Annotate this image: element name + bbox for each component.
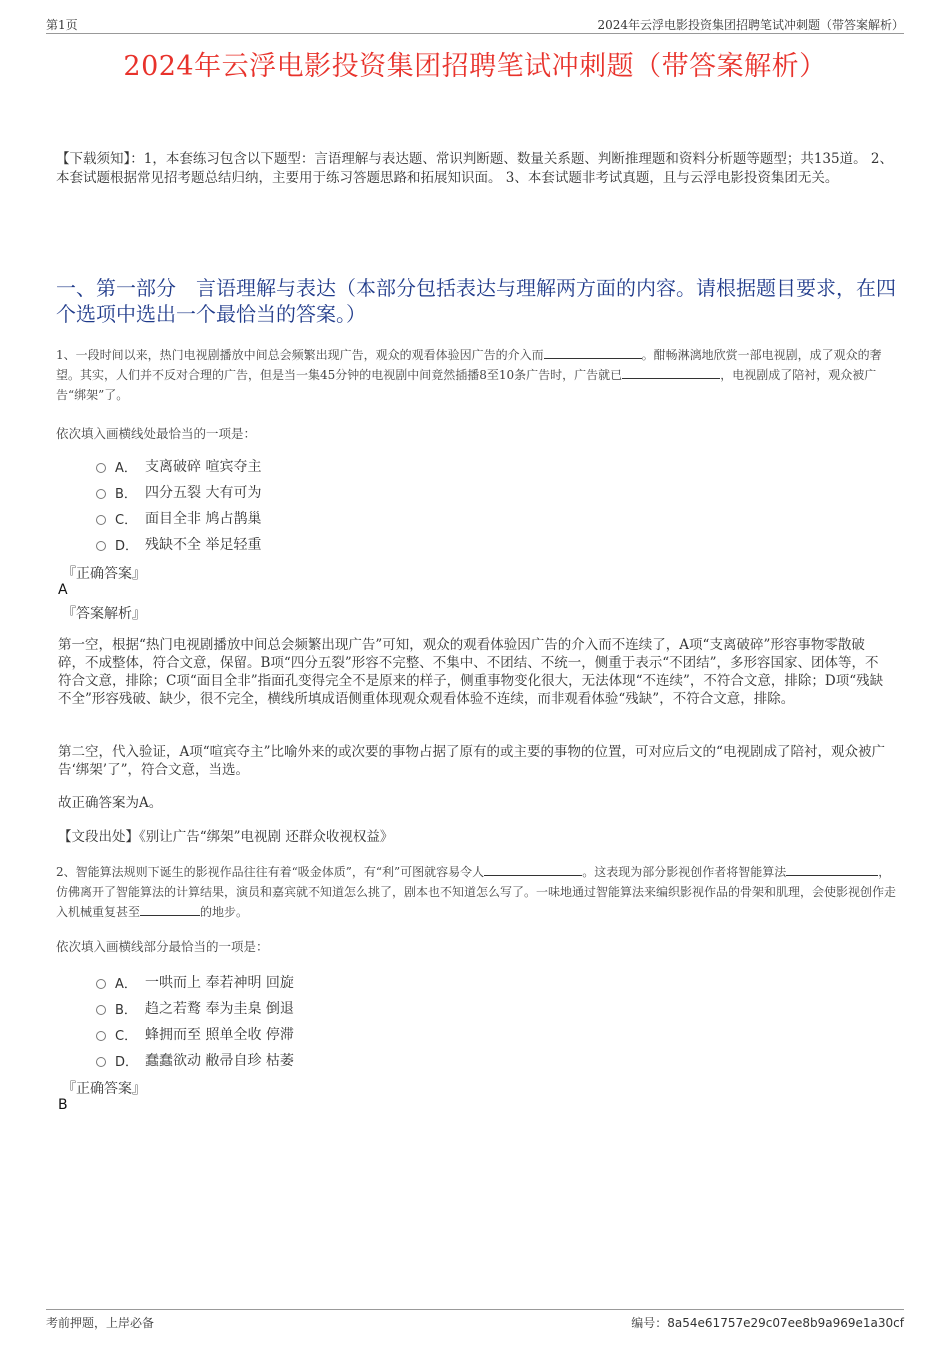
q1-option-a[interactable]: A． 支离破碎 喧宾夺主 <box>96 453 261 479</box>
footer-divider <box>46 1309 904 1310</box>
header-divider <box>46 33 904 34</box>
q1-option-d[interactable]: D． 残缺不全 举足轻重 <box>96 531 261 557</box>
q1-conclusion: 故正确答案为A。 <box>58 795 163 811</box>
q1-answer-label: 『正确答案』 <box>62 566 146 582</box>
page-number: 第1页 <box>46 18 78 32</box>
q2-option-a[interactable]: A． 一哄而上 奉若神明 回旋 <box>96 969 294 995</box>
q2-text-part4: 的地步。 <box>200 905 249 919</box>
footer-slogan: 考前押题，上岸必备 <box>46 1316 155 1330</box>
radio-button[interactable] <box>96 489 106 499</box>
q2-blank-1 <box>484 863 582 876</box>
page-title: 2024年云浮电影投资集团招聘笔试冲刺题（带答案解析） <box>123 51 827 82</box>
q1-text-part3: ，电视剧成了陪衬，观众被广告“绑架”了。 <box>56 368 877 402</box>
radio-button[interactable] <box>96 979 106 989</box>
q1-blank-1 <box>544 346 642 359</box>
q1-text-part2: 。酣畅淋漓地欣赏一部电视剧，成了观众的奢望。其实，人们并不反对合理的广告，但是当一集45分钟的电视剧中间竟然插播8至10条广告时，广告就已 <box>56 348 882 382</box>
q1-answer: A <box>58 582 68 598</box>
radio-button[interactable] <box>96 515 106 525</box>
radio-button[interactable] <box>96 1057 106 1067</box>
question-2-text <box>56 862 896 922</box>
radio-button[interactable] <box>96 1005 106 1015</box>
q2-option-d[interactable]: D． 蠢蠢欲动 敝帚自珍 枯萎 <box>96 1047 294 1073</box>
q1-blank-2 <box>622 366 720 379</box>
q1-analysis-label: 『答案解析』 <box>62 606 146 622</box>
section-title: 一、第一部分 言语理解与表达（本部分包括表达与理解两方面的内容。请根据题目要求，在四个选项中选出一个最恰当的答案。） <box>56 276 896 326</box>
q2-text-part3: ，仿佛离开了智能算法的计算结果，演员和嘉宾就不知道怎么挑了，剧本也不知道怎么写了。一味地通过智能算法来编织影视作品的骨架和肌理，会使影视创作走入机械重复甚至 <box>56 865 897 919</box>
question-1-text <box>56 345 896 405</box>
download-notice: 【下载须知】：1，本套练习包含以下题型：言语理解与表达题、常识判断题、数量关系题、判断推理题和资料分析题等题型；共135道。 2、本套试题根据常见招考题总结归纳，主要用于练习答题思路和拓展知识面。 3、本套试题非考试真题，且与云浮电影投资集团无关。 <box>56 151 893 186</box>
q1-analysis-paragraph-2: 第二空，代入验证，A项“喧宾夺主”比喻外来的或次要的事物占据了原有的或主要的事物的位置，可对应后文的“电视剧成了陪衬，观众被广告‘绑架’了”，符合文意，当选。 <box>58 744 885 778</box>
footer-code-label: 编号： <box>631 1316 668 1330</box>
radio-button[interactable] <box>96 1031 106 1041</box>
footer-code: 8a54e61757e29c07ee8b9a969e1a30cf <box>667 1316 904 1330</box>
q1-option-c[interactable]: C． 面目全非 鸠占鹊巢 <box>96 505 261 531</box>
q2-answer: B <box>58 1097 68 1113</box>
q2-option-b[interactable]: B． 趋之若鹜 奉为圭臬 倒退 <box>96 995 294 1021</box>
q1-text-part1: 1、一段时间以来，热门电视剧播放中间总会频繁出现广告，观众的观看体验因广告的介入而 <box>56 348 544 362</box>
q2-text-part1: 2、智能算法规则下诞生的影视作品往往有着“吸金体质”，有“利”可图就容易令人 <box>56 865 485 879</box>
q2-answer-label: 『正确答案』 <box>62 1081 146 1097</box>
q2-option-c[interactable]: C． 蜂拥而至 照单全收 停滞 <box>96 1021 294 1047</box>
q1-analysis-paragraph-1: 第一空，根据“热门电视剧播放中间总会频繁出现广告”可知，观众的观看体验因广告的介入而不连续了，A项“支离破碎”形容事物零散破碎，不成整体，符合文意，保留。B项“四分五裂”形容不完整、不集中、不团结、不统一，侧重于表示“不团结”，多形容国家、团体等，不符合文意，排除；C项“面目全非”指面孔变得完全不是原来的样子，侧重事物变化很大，无法体现“不连续”，不符合文意，排除；D项“残缺不全”形容残破、缺少，很不完全，横线所填成语侧重体现观众观看体验不连续，而非观看体验“残缺”，不符合文意，排除。 <box>58 637 884 707</box>
footer-id <box>631 1314 904 1331</box>
q2-options <box>96 969 294 1073</box>
q1-prompt: 依次填入画横线处最恰当的一项是： <box>56 426 257 441</box>
radio-button[interactable] <box>96 541 106 551</box>
q2-prompt: 依次填入画横线部分最恰当的一项是： <box>56 939 269 954</box>
q1-options <box>96 453 261 557</box>
q2-blank-2 <box>786 863 878 876</box>
q1-option-b[interactable]: B． 四分五裂 大有可为 <box>96 479 261 505</box>
header-doc-title: 2024年云浮电影投资集团招聘笔试冲刺题（带答案解析） <box>597 18 904 32</box>
radio-button[interactable] <box>96 463 106 473</box>
q1-source: 【文段出处】《别让广告“绑架”电视剧 还群众收视权益》 <box>58 829 394 845</box>
q2-blank-3 <box>140 903 200 916</box>
q2-text-part2: 。这表现为部分影视创作者将智能算法 <box>582 865 787 879</box>
